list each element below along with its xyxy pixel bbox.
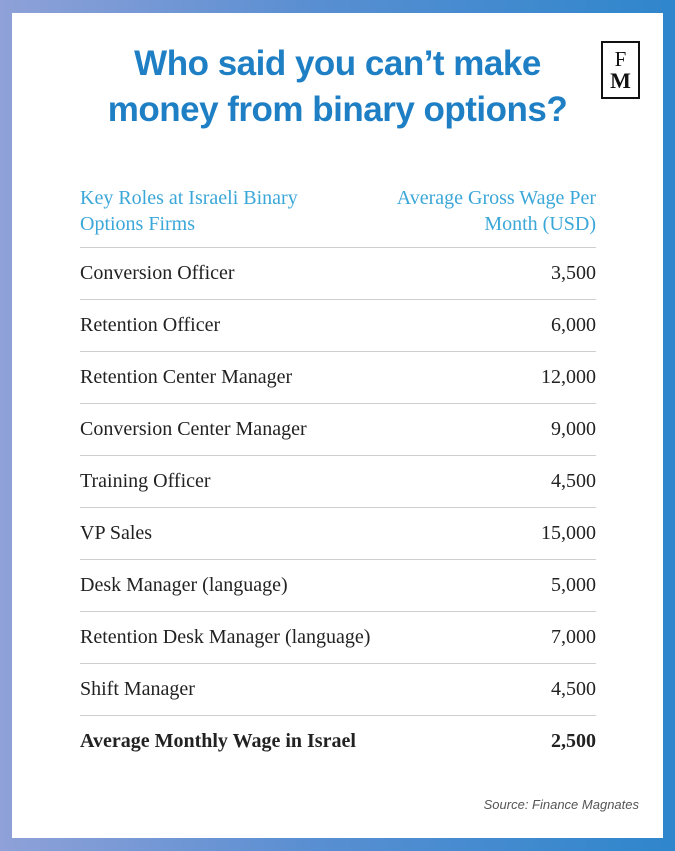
role-cell: VP Sales	[80, 522, 153, 544]
table-header	[80, 185, 596, 248]
wage-cell: 3,500	[551, 262, 596, 284]
table-row	[80, 456, 596, 508]
table-row	[80, 404, 596, 456]
wage-cell: 6,000	[551, 314, 596, 336]
infographic-card	[12, 13, 663, 838]
page-title	[12, 41, 663, 133]
table-row	[80, 248, 596, 300]
role-cell: Training Officer	[80, 470, 211, 492]
role-cell: Retention Center Manager	[80, 366, 293, 388]
wage-cell: 7,000	[551, 626, 596, 648]
role-cell: Retention Desk Manager (language)	[80, 626, 371, 648]
source-credit: Source: Finance Magnates	[483, 797, 639, 812]
role-cell: Retention Officer	[80, 314, 221, 336]
header-role: Key Roles at Israeli Binary Options Firms	[80, 187, 298, 235]
wage-cell: 4,500	[551, 678, 596, 700]
wage-table	[80, 185, 596, 767]
table-row	[80, 508, 596, 560]
summary-role-cell: Average Monthly Wage in Israel	[80, 730, 356, 752]
title-line-1: Who said you can’t make	[134, 44, 541, 83]
role-cell: Desk Manager (language)	[80, 574, 288, 596]
summary-wage-cell: 2,500	[551, 730, 596, 752]
table-row	[80, 300, 596, 352]
wage-cell: 15,000	[541, 522, 596, 544]
role-cell: Shift Manager	[80, 678, 195, 700]
logo-letter-m: M	[610, 68, 631, 93]
table-row	[80, 612, 596, 664]
summary-row	[80, 716, 596, 767]
wage-cell: 9,000	[551, 418, 596, 440]
table-row	[80, 560, 596, 612]
finance-magnates-logo	[601, 41, 640, 99]
wage-cell: 4,500	[551, 470, 596, 492]
wage-cell: 5,000	[551, 574, 596, 596]
role-cell: Conversion Officer	[80, 262, 235, 284]
wage-cell: 12,000	[541, 366, 596, 388]
title-line-2: money from binary options?	[107, 90, 568, 129]
table-row	[80, 352, 596, 404]
table-row	[80, 664, 596, 716]
role-cell: Conversion Center Manager	[80, 418, 307, 440]
logo-letter-f: F	[614, 47, 627, 71]
header-wage: Average Gross Wage Per Month (USD)	[396, 187, 596, 235]
